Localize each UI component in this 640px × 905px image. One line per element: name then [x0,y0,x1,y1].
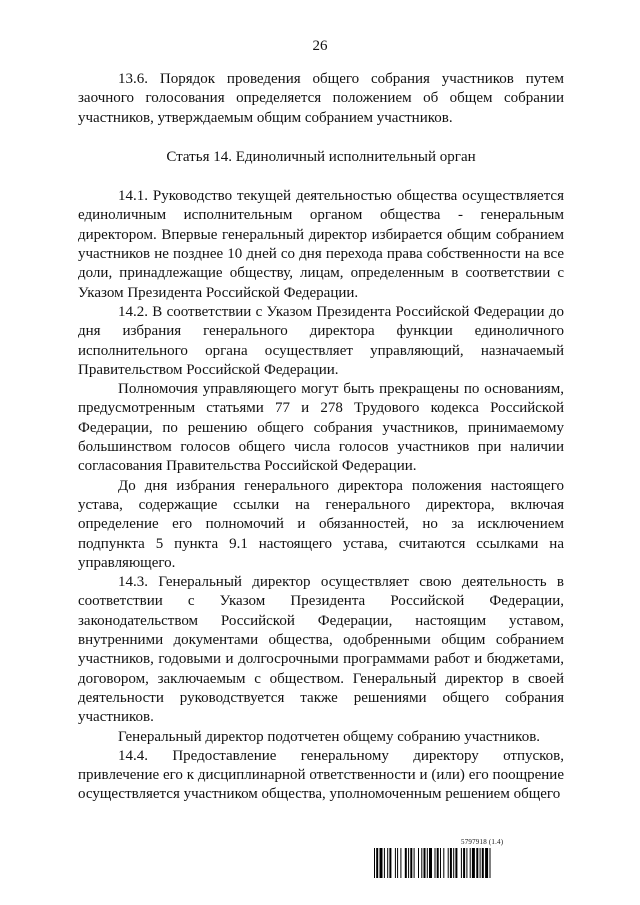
paragraph-14-2: 14.2. В соответствии с Указом Президента Российской Федерации до дня избрания генерального директора функции единоличного исполнительного органа осуществляет управляющий, назначаемый Правительством Российской Федерации. [78,303,564,378]
paragraph-14-1: 14.1. Руководство текущей деятельностью общества осуществляется единоличным исполнительным органом общества - генеральным директором. Впервые генеральный директор избирается общим собранием участников не позднее 10 дней со дня перехода права собственности на все доли, принадлежащие обществу, лицам, определенным в соответствии с Указом Президента Российской Федерации. [78,188,564,301]
paragraph-14-4: 14.4. Предоставление генеральному директору отпусков, привлечение его к дисциплинарной ответственности и (или) его поощрение осуществляется участником общества, уполномоченным решением общего [78,747,564,803]
page-number: 26 [312,38,328,54]
article-heading: Статья 14. Единоличный исполнительный орган [166,148,476,165]
paragraph-13-6: 13.6. Порядок проведения общего собрания участников путем заочного голосования определяется положением об общем собрании участников, утверждаемым общим собранием участников. [78,71,564,126]
paragraph-14-2-powers: Полномочия управляющего могут быть прекращены по основаниям, предусмотренным статьями 77 и 278 Трудового кодекса Российской Федерации, по решению общего собрания участников, принимаемому большинством голосов общего числа голосов участников при наличии согласования Правительства Российской Федерации. [78,381,564,475]
document-body [78,70,564,805]
paragraph-14-3-accountability: Генеральный директор подотчетен общему собранию участников. [118,728,541,745]
paragraph-14-3: 14.3. Генеральный директор осуществляет свою деятельность в соответствии с Указом Президента Российской Федерации, законодательством Российской Федерации, настоящим уставом, внутренними документами общества, одобренными общим собранием участников, годовыми и долгосрочными программами работ и бюджетами, договором, заключаемым с обществом. Генеральный директор в своей деятельности руководствуется также решениями общего собрания участников. [78,574,564,726]
document-code: 5797918 (1.4) [461,838,504,846]
paragraph-14-2-references: До дня избрания генерального директора положения настоящего устава, содержащие ссылки на генерального директора, включая определение его полномочий и обязанностей, но за исключением подпункта 5 пункта 9.1 настоящего устава, считаются ссылками на управляющего. [78,477,564,571]
barcode-icon [374,848,566,878]
